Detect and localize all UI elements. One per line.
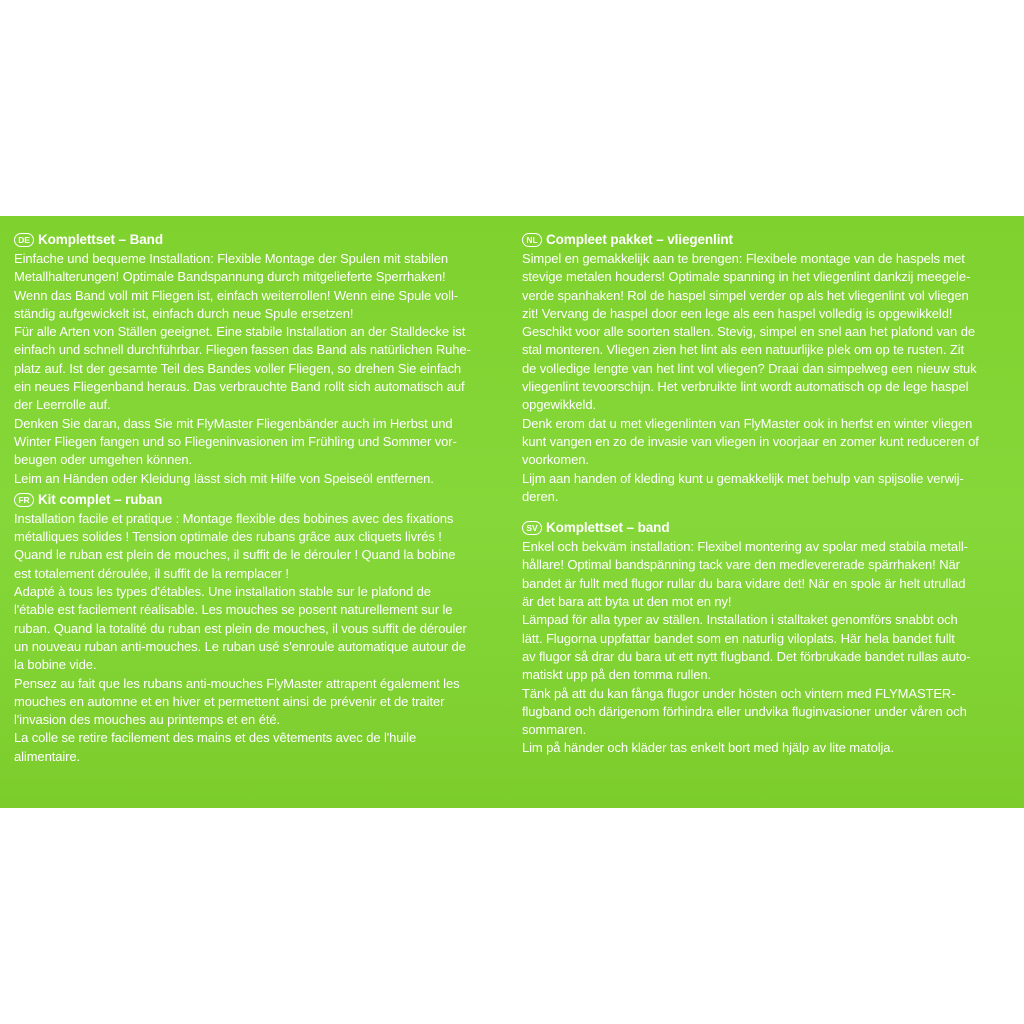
- text-line: är det bara att byta ut den mot en ny!: [522, 594, 732, 610]
- text-line: Pensez au fait que les rubans anti-mouches FlyMaster attrapent également les: [14, 675, 460, 691]
- text-line: Lämpad för alla typer av ställen. Installation i stalltaket genomförs snabbt och: [522, 612, 958, 628]
- text-line: ein neues Fliegenband heraus. Das verbrauchte Band rollt sich automatisch auf: [14, 379, 465, 395]
- section-fr: [14, 490, 504, 766]
- text-line: stevige metalen houders! Optimale spanning in het vliegenlint dankzij meegele-: [522, 269, 971, 285]
- language-badge-icon: FR: [14, 493, 34, 507]
- text-line: mouches en automne et en hiver et permettent ainsi de prévenir et de traiter: [14, 693, 445, 709]
- text-line: beugen oder umgehen können.: [14, 452, 193, 468]
- text-line: matiskt upp på den tomma rullen.: [522, 667, 712, 683]
- text-line: Denken Sie daran, dass Sie mit FlyMaster Fliegenbänder auch im Herbst und: [14, 415, 453, 431]
- section-heading: [522, 230, 1014, 250]
- text-line: Denk erom dat u met vliegenlinten van FlyMaster ook in herfst en winter vliegen: [522, 415, 973, 431]
- section-title: Komplettset – Band: [38, 231, 163, 247]
- section-body: [522, 250, 1014, 506]
- left-column: [14, 230, 504, 768]
- text-line: opgewikkeld.: [522, 397, 596, 413]
- text-line: sommaren.: [522, 722, 587, 738]
- language-badge-icon: SV: [522, 521, 542, 535]
- right-column: [522, 230, 1014, 760]
- text-line: alimentaire.: [14, 748, 80, 764]
- text-line: Adapté à tous les types d'étables. Une installation stable sur le plafond de: [14, 584, 431, 600]
- text-line: Winter Fliegen fangen und so Fliegeninvasionen im Frühling und Sommer vor-: [14, 433, 457, 449]
- section-heading: [14, 490, 504, 510]
- section-body: [522, 538, 1014, 758]
- text-line: ruban. Quand la totalité du ruban est plein de mouches, il vous suffit de dérouler: [14, 620, 467, 636]
- text-line: kunt vangen en zo de invasie van vliegen in voorjaar en zomer kunt reduceren of: [522, 433, 979, 449]
- text-line: Wenn das Band voll mit Fliegen ist, einfach weiterrollen! Wenn eine Spule voll-: [14, 287, 458, 303]
- section-title: Compleet pakket – vliegenlint: [546, 231, 733, 247]
- text-line: vliegenlint tevoorschijn. Het verbruikte lint wordt automatisch op de lege haspel: [522, 379, 969, 395]
- text-line: de volledige lengte van het lint vol vliegen? Draai dan simpelweg een nieuw stuk: [522, 360, 977, 376]
- text-line: der Leerrolle auf.: [14, 397, 111, 413]
- text-line: av flugor så drar du bara ut ett nytt flugband. Det förbrukade bandet rullas auto-: [522, 648, 971, 664]
- text-line: verde spanhaken! Rol de haspel simpel verder op als het vliegenlint vol vliegen: [522, 287, 969, 303]
- text-line: Tänk på att du kan fånga flugor under hösten och vintern med FLYMASTER-: [522, 685, 956, 701]
- text-line: stal monteren. Vliegen zien het lint als een natuurlijke plek om op te rusten. Zit: [522, 342, 964, 358]
- text-line: zit! Vervang de haspel door een lege als een haspel volledig is opgewikkeld!: [522, 305, 953, 321]
- text-line: Lim på händer och kläder tas enkelt bort med hjälp av lite matolja.: [522, 740, 894, 756]
- text-line: Für alle Arten von Ställen geeignet. Eine stabile Installation an der Stalldecke ist: [14, 324, 466, 340]
- section-heading: [14, 230, 504, 250]
- text-line: est totalement déroulée, il suffit de la remplacer !: [14, 565, 289, 581]
- text-line: l'invasion des mouches au printemps et en été.: [14, 712, 280, 728]
- text-line: Quand le ruban est plein de mouches, il suffit de le dérouler ! Quand la bobine: [14, 547, 456, 563]
- text-line: platz auf. Ist der gesamte Teil des Bandes voller Fliegen, so drehen Sie einfach: [14, 360, 462, 376]
- language-badge-icon: DE: [14, 233, 34, 247]
- section-title: Kit complet – ruban: [38, 491, 163, 507]
- text-line: voorkomen.: [522, 452, 589, 468]
- language-badge-icon: NL: [522, 233, 542, 247]
- text-line: Geschikt voor alle soorten stallen. Stevig, simpel en snel aan het plafond van de: [522, 324, 975, 340]
- text-line: flugband och därigenom förhindra eller undvika fluginvasioner under våren och: [522, 703, 967, 719]
- text-line: Enkel och bekväm installation: Flexibel montering av spolar med stabila metall-: [522, 539, 968, 555]
- text-line: Leim an Händen oder Kleidung lässt sich mit Hilfe von Speiseöl entfernen.: [14, 470, 434, 486]
- text-line: la bobine vide.: [14, 657, 97, 673]
- text-line: Installation facile et pratique : Montage flexible des bobines avec des fixations: [14, 510, 454, 526]
- text-line: La colle se retire facilement des mains et des vêtements avec de l'huile: [14, 730, 417, 746]
- text-line: métalliques solides ! Tension optimale des rubans grâce aux cliquets livrés !: [14, 529, 442, 545]
- text-line: ständig aufgewickelt ist, einfach durch neue Spule ersetzen!: [14, 305, 354, 321]
- section-body: [14, 510, 504, 766]
- text-line: Lijm aan handen of kleding kunt u gemakkelijk met behulp van spijsolie verwij-: [522, 470, 964, 486]
- section-title: Komplettset – band: [546, 520, 670, 535]
- text-line: deren.: [522, 488, 559, 504]
- section-heading: [522, 518, 1014, 538]
- text-line: Metallhalterungen! Optimale Bandspannung durch mitgelieferte Sperrhaken!: [14, 269, 446, 285]
- text-line: hållare! Optimal bandspänning tack vare den medlevererade spärrhaken! När: [522, 557, 960, 573]
- section-sv: [522, 518, 1014, 758]
- section-nl: [522, 230, 1014, 506]
- section-body: [14, 250, 504, 488]
- text-line: un nouveau ruban anti-mouches. Le ruban usé s'enroule automatique autour de: [14, 638, 466, 654]
- text-line: Simpel en gemakkelijk aan te brengen: Flexibele montage van de haspels met: [522, 251, 965, 266]
- text-line: lätt. Flugorna uppfattar bandet som en naturlig viloplats. Här hela bandet fullt: [522, 630, 955, 646]
- text-line: bandet är fullt med flugor rullar du bara vidare det! När en spole är helt utrullad: [522, 575, 966, 591]
- text-line: l'étable est facilement réalisable. Les mouches se posent naturellement sur le: [14, 602, 453, 618]
- text-line: einfach und schnell durchführbar. Fliegen fassen das Band als natürlichen Ruhe-: [14, 342, 471, 358]
- section-de: [14, 230, 504, 488]
- text-line: Einfache und bequeme Installation: Flexible Montage der Spulen mit stabilen: [14, 251, 449, 266]
